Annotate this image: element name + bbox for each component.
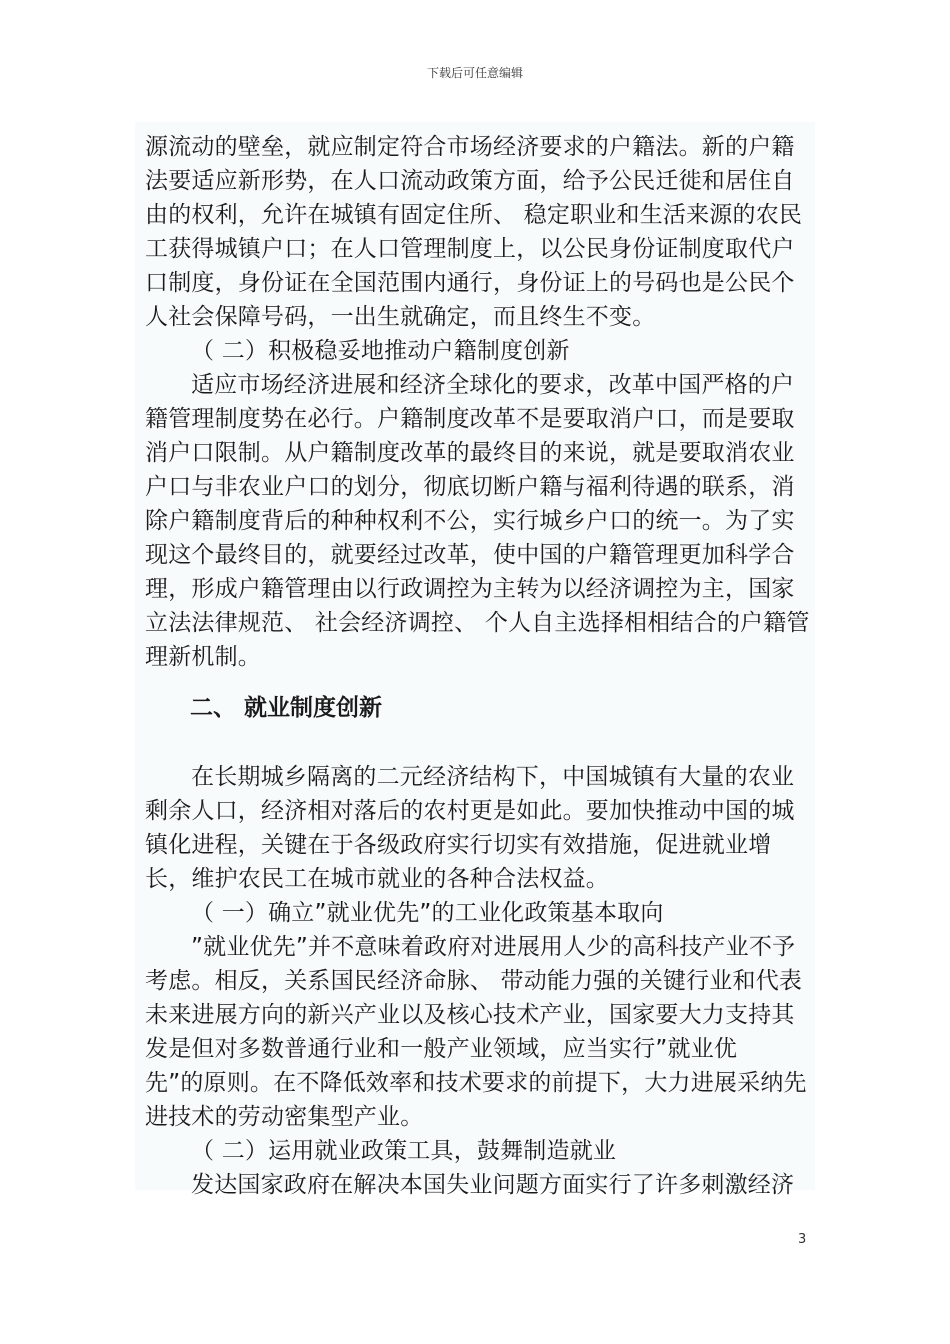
page-number: 3 xyxy=(798,1232,807,1247)
paragraph-employment-priority-cont: 先”的原则。在不降低效率和技术要求的前提下，大力进展采纳先进技术的劳动密集型产业。 xyxy=(145,1070,807,1130)
paragraph-employment-intro: 在长期城乡隔离的二元经济结构下，中国城镇有大量的农业剩余人口，经济相对落后的农村更是如此。要加快推动中国的城镇化进程，关键在于各级政府实行切实有效措施，促进就业增长，维护农民工在城市就业的各种合法权益。 xyxy=(145,764,795,892)
subheading-employment-policy: （ 二）运用就业政策工具，鼓舞制造就业 xyxy=(191,1138,617,1164)
subheading-employment-priority: （ 一）确立”就业优先”的工业化政策基本取向 xyxy=(191,900,664,926)
document-body xyxy=(135,122,815,1198)
paragraph-household-registration-law: 源流动的壁垒，就应制定符合市场经济要求的户籍法。新的户籍法要适应新形势，在人口流动政策方面，给予公民迁徙和居住自由的权利，允许在城镇有固定住所、 稳定职业和生活来源的农民工获得城镇户口；在人口管理制度上，以公民身份证制度取代户口制度，身份证在全国范围内通行，身份证上的号码也是公民个人社会保障号码，一出生就确定，而且终生不变。 xyxy=(145,134,803,330)
subheading-household-reform: （ 二）积极稳妥地推动户籍制度创新 xyxy=(191,338,570,364)
paragraph-employment-priority: ”就业优先”并不意味着政府对进展用人少的高科技产业不予考虑。相反，关系国民经济命脉、 带动能力强的关键行业和代表未来进展方向的新兴产业以及核心技术产业，国家要大力支持其发是但对多数普通行业和一般产业领域，应当实行”就业优 xyxy=(145,934,803,1062)
page-header: 下载后可任意编辑 xyxy=(426,66,523,80)
section-heading-employment: 二、 就业制度创新 xyxy=(190,695,383,721)
paragraph-household-reform: 适应市场经济进展和经济全球化的要求，改革中国严格的户籍管理制度势在必行。户籍制度改革不是要取消户口，而是要取消户口限制。从户籍制度改革的最终目的来说，就是要取消农业户口与非农业户口的划分，彻底切断户籍与福利待遇的联系，消除户籍制度背后的种种权利不公，实行城乡户口的统一。为了实现这个最终目的，就要经过改革，使中国的户籍管理更加科学合理，形成户籍管理由以行政调控为主转为以经济调控为主，国家立法法律规范、 社会经济调控、 个人自主选择相相结合的户籍管理新机制。 xyxy=(145,372,810,670)
paragraph-employment-policy: 发达国家政府在解决本国失业问题方面实行了许多刺激经济 xyxy=(191,1172,795,1198)
